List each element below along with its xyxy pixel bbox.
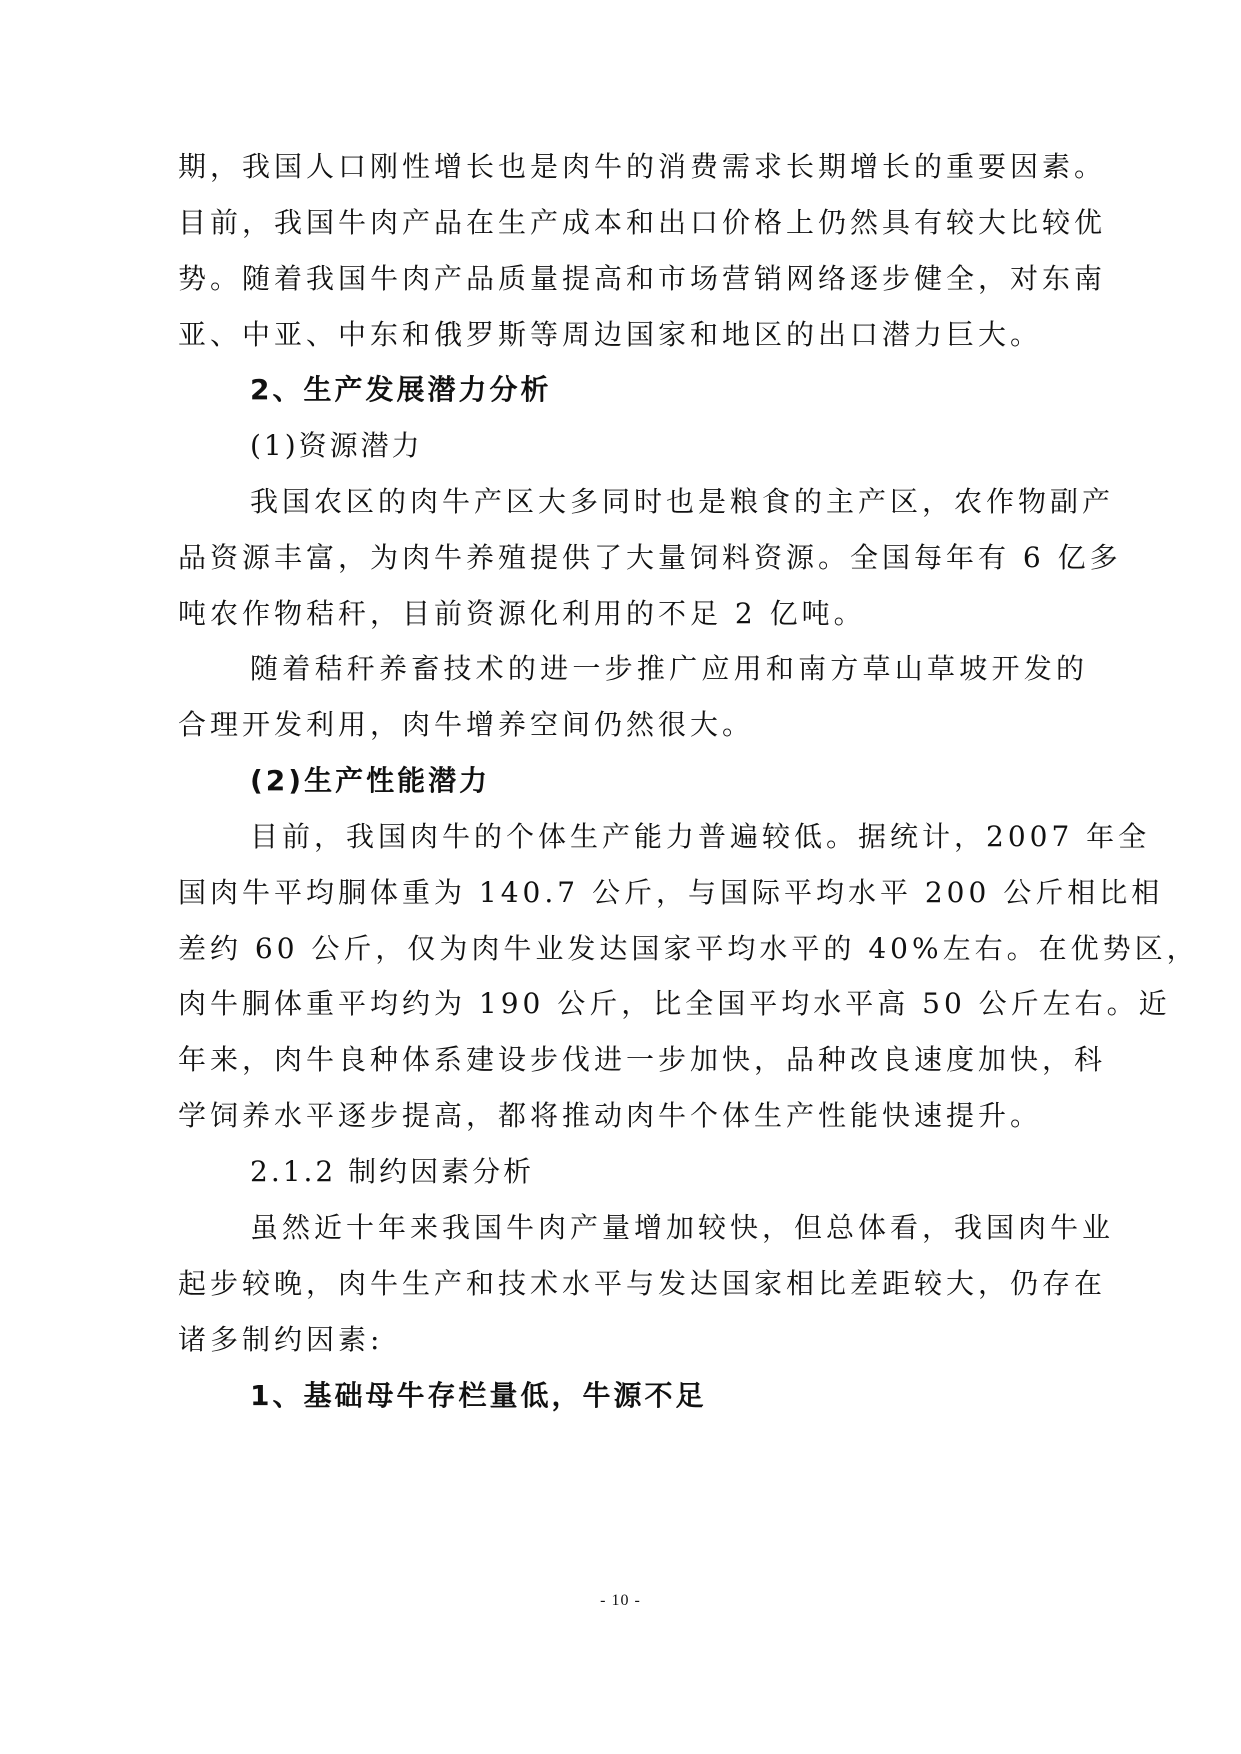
paragraph-line: 目前，我国肉牛的个体生产能力普遍较低。据统计，2007 年全 — [250, 820, 1151, 853]
subsection-heading: (1)资源潜力 — [250, 429, 423, 462]
section-heading: 2、生产发展潜力分析 — [250, 373, 552, 406]
paragraph-line: 年来，肉牛良种体系建设步伐进一步加快，品种改良速度加快，科 — [178, 1043, 1107, 1076]
paragraph-line: 亚、中亚、中东和俄罗斯等周边国家和地区的出口潜力巨大。 — [178, 318, 1043, 351]
page-number: - 10 - — [600, 1592, 641, 1609]
paragraph-line: 学饲养水平逐步提高，都将推动肉牛个体生产性能快速提升。 — [178, 1099, 1043, 1132]
subsection-heading: 2.1.2 制约因素分析 — [250, 1155, 535, 1188]
paragraph-line: 诸多制约因素: — [178, 1323, 384, 1356]
paragraph-line: 期，我国人口刚性增长也是肉牛的消费需求长期增长的重要因素。 — [178, 150, 1107, 183]
paragraph-line: 目前，我国牛肉产品在生产成本和出口价格上仍然具有较大比较优 — [178, 206, 1107, 239]
section-heading: 1、基础母牛存栏量低，牛源不足 — [250, 1379, 707, 1412]
paragraph-line: 肉牛胴体重平均约为 190 公斤，比全国平均水平高 50 公斤左右。近 — [178, 987, 1171, 1020]
paragraph-line: 差约 60 公斤，仅为肉牛业发达国家平均水平的 40%左右。在优势区， — [178, 932, 1199, 965]
subsection-heading: (2)生产性能潜力 — [250, 764, 491, 797]
paragraph-line: 品资源丰富，为肉牛养殖提供了大量饲料资源。全国每年有 6 亿多 — [178, 541, 1122, 574]
paragraph-line: 起步较晚，肉牛生产和技术水平与发达国家相比差距较大，仍存在 — [178, 1267, 1107, 1300]
paragraph-line: 吨农作物秸秆，目前资源化利用的不足 2 亿吨。 — [178, 597, 866, 630]
paragraph-line: 合理开发利用，肉牛增养空间仍然很大。 — [178, 708, 755, 741]
paragraph-line: 我国农区的肉牛产区大多同时也是粮食的主产区，农作物副产 — [250, 485, 1115, 518]
paragraph-line: 国肉牛平均胴体重为 140.7 公斤，与国际平均水平 200 公斤相比相 — [178, 876, 1164, 909]
paragraph-line: 随着秸秆养畜技术的进一步推广应用和南方草山草坡开发的 — [250, 652, 1088, 685]
paragraph-line: 势。随着我国牛肉产品质量提高和市场营销网络逐步健全，对东南 — [178, 262, 1107, 295]
paragraph-line: 虽然近十年来我国牛肉产量增加较快，但总体看，我国肉牛业 — [250, 1211, 1115, 1244]
